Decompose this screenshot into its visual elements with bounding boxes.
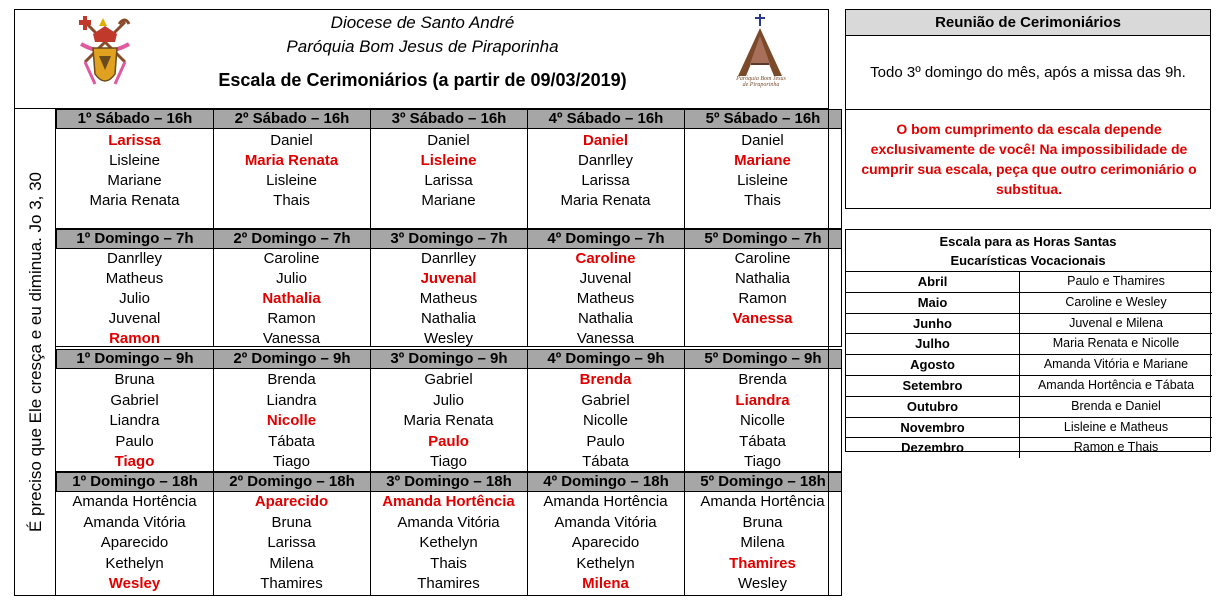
holy-hours-row <box>846 417 1212 438</box>
ceremonialist-name: Amanda Vitória <box>397 513 500 531</box>
ceremonialist-name: Vanessa <box>576 330 635 347</box>
ceremonialist-name: Tiago <box>273 453 310 470</box>
holy-hours-title: Escala para as Horas Santas <box>939 234 1117 249</box>
slot-cell <box>527 249 685 347</box>
slot-header: 2º Domingo – 9h <box>213 349 371 369</box>
holy-hours-row <box>846 313 1212 334</box>
ceremonialist-name: Tábata <box>582 453 629 470</box>
responsible-name: Amanda Hortência <box>382 493 515 510</box>
ceremonialist-name: Milena <box>740 534 785 551</box>
document-header <box>14 9 829 109</box>
slot-cell <box>213 369 371 472</box>
slot-header: 5º Domingo – 18h <box>684 472 842 492</box>
responsible-name: Ramon <box>109 330 160 347</box>
assigned-names: Juvenal e Milena <box>1069 315 1163 330</box>
diocese-name: Diocese de Santo André <box>330 13 515 32</box>
ceremonialist-name: Larissa <box>581 172 630 189</box>
slot-header: 1º Domingo – 7h <box>56 229 214 249</box>
responsible-name: Thamires <box>729 554 796 572</box>
slot-header: 1º Sábado – 16h <box>56 109 214 129</box>
slot-header: 4º Sábado – 16h <box>527 109 685 129</box>
slot-cell <box>684 129 842 229</box>
month-label: Agosto <box>846 355 1020 375</box>
ceremonialist-name: Nathalia <box>420 310 477 327</box>
meeting-title: Reunião de Cerimoniários <box>846 10 1210 36</box>
ceremonialist-name: Bruna <box>271 513 312 531</box>
ceremonialist-name: Danrlley <box>577 152 634 169</box>
slot-cell <box>370 492 528 596</box>
ceremonialist-name: Kethelyn <box>419 534 478 551</box>
assigned-names: Amanda Hortência e Tábata <box>1037 378 1195 392</box>
month-label: Abril <box>846 272 1020 292</box>
responsible-name: Liandra <box>735 391 790 409</box>
slot-header: 2º Sábado – 16h <box>213 109 371 129</box>
slot-cell <box>56 249 214 347</box>
slot-cell <box>213 249 371 347</box>
slot-cell <box>684 492 842 596</box>
slot-header: 4º Domingo – 18h <box>527 472 685 492</box>
holy-hours-table <box>845 229 1211 456</box>
ceremonialist-name: Thamires <box>260 575 323 592</box>
ceremonialist-name: Amanda Vitória <box>83 513 186 531</box>
page-title: Escala de Cerimoniários (a partir de 09/03/2019) <box>218 70 627 90</box>
ceremonialist-name: Wesley <box>424 330 473 347</box>
ceremonialist-name: Nathalia <box>734 270 791 287</box>
ceremonialist-name: Juvenal <box>579 270 632 287</box>
month-label: Junho <box>846 314 1020 334</box>
slot-header: 4º Domingo – 7h <box>527 229 685 249</box>
responsible-name: Maria Renata <box>244 152 339 169</box>
ceremonialist-name: Lisleine <box>737 172 788 189</box>
slot-header: 5º Domingo – 9h <box>684 349 842 369</box>
responsible-name: Vanessa <box>732 310 793 327</box>
ceremonialist-name: Julio <box>276 270 307 287</box>
assigned-names: Ramon e Thais <box>1073 440 1159 455</box>
warning-box <box>845 110 1211 209</box>
slot-header: 3º Sábado – 16h <box>370 109 528 129</box>
ceremonialist-name: Milena <box>269 554 314 572</box>
slot-cell <box>527 492 685 596</box>
assigned-names: Maria Renata e Nicolle <box>1052 336 1180 351</box>
ceremonialist-name: Larissa <box>267 534 316 551</box>
ceremonialist-name: Lisleine <box>266 172 317 189</box>
slot-cell <box>56 369 214 472</box>
ceremonialist-name: Brenda <box>738 371 787 388</box>
ceremonialist-name: Nicolle <box>582 412 628 429</box>
ceremonialist-name: Liandra <box>109 412 160 429</box>
month-label: Dezembro <box>846 438 1020 458</box>
slot-header: 2º Domingo – 7h <box>213 229 371 249</box>
slot-cell <box>370 369 528 472</box>
ceremonialist-name: Nathalia <box>577 310 634 327</box>
month-label: Maio <box>846 293 1020 313</box>
ceremonialist-name: Gabriel <box>110 391 159 409</box>
holy-hours-row <box>846 292 1212 313</box>
ceremonialist-name: Danrlley <box>106 250 163 267</box>
ceremonialist-name: Mariane <box>107 172 162 189</box>
month-label: Outubro <box>846 397 1020 417</box>
slot-cell <box>370 129 528 229</box>
ceremonialist-name: Matheus <box>105 270 164 287</box>
holy-hours-row <box>846 271 1212 292</box>
holy-hours-subtitle: Eucarísticas Vocacionais <box>950 253 1106 268</box>
responsible-name: Brenda <box>579 371 632 388</box>
ceremonialist-name: Daniel <box>741 132 784 149</box>
ceremonialist-name: Tábata <box>268 432 315 450</box>
responsible-name: Aparecido <box>254 493 329 510</box>
ceremonialist-name: Caroline <box>734 250 791 267</box>
ceremonialist-name: Kethelyn <box>576 554 635 572</box>
responsible-name: Milena <box>582 575 629 592</box>
ceremonialist-name: Julio <box>433 391 464 409</box>
parish-logo-caption: Paróquia Bom Jesus de Piraporinha <box>736 76 786 88</box>
slot-cell <box>684 249 842 347</box>
ceremonialist-name: Maria Renata <box>403 412 494 429</box>
ceremonialist-name: Gabriel <box>581 391 630 409</box>
ceremonialist-name: Juvenal <box>108 310 161 327</box>
assigned-names: Amanda Vitória e Mariane <box>1043 357 1189 372</box>
ceremonialist-name: Gabriel <box>424 371 473 388</box>
holy-hours-row <box>846 396 1212 417</box>
meeting-text: Todo 3º domingo do mês, após a missa das 9h. <box>870 64 1186 81</box>
slot-header: 2º Domingo – 18h <box>213 472 371 492</box>
ceremonialist-name: Amanda Vitória <box>554 513 657 531</box>
responsible-name: Nicolle <box>266 412 317 429</box>
ceremonialist-name: Tábata <box>739 432 786 450</box>
ceremonialist-name: Caroline <box>263 250 320 267</box>
ceremonialist-name: Ramon <box>267 310 316 327</box>
ceremonialist-name: Thamires <box>417 575 480 592</box>
ceremonialist-name: Nicolle <box>739 412 785 429</box>
slot-cell <box>527 369 685 472</box>
holy-hours-row <box>846 333 1212 354</box>
responsible-name: Wesley <box>108 575 161 592</box>
responsible-name: Tiago <box>114 453 155 470</box>
ceremonialist-name: Aparecido <box>100 534 169 551</box>
holy-hours-row <box>846 437 1212 458</box>
bible-verse: É preciso que Ele cresça e eu diminua. Jo 3, 30 <box>26 171 45 533</box>
slot-header: 5º Domingo – 7h <box>684 229 842 249</box>
grid-border <box>828 109 829 596</box>
slot-cell <box>56 129 214 229</box>
parish-name: Paróquia Bom Jesus de Piraporinha <box>286 37 559 56</box>
responsible-name: Caroline <box>575 250 636 267</box>
slot-header: 3º Domingo – 18h <box>370 472 528 492</box>
slot-cell <box>56 492 214 596</box>
responsible-name: Juvenal <box>420 270 477 287</box>
ceremonialist-name: Ramon <box>738 290 787 307</box>
ceremonialist-name: Thais <box>430 554 467 572</box>
ceremonialist-name: Amanda Hortência <box>543 493 668 510</box>
slot-header: 3º Domingo – 7h <box>370 229 528 249</box>
ceremonialist-name: Liandra <box>266 391 317 409</box>
slot-cell <box>684 369 842 472</box>
ceremonialist-name: Paulo <box>115 432 154 450</box>
ceremonialist-name: Maria Renata <box>560 192 651 209</box>
ceremonialist-name: Thais <box>273 192 310 209</box>
responsible-name: Nathalia <box>262 290 321 307</box>
slot-header: 4º Domingo – 9h <box>527 349 685 369</box>
ceremonialist-name: Matheus <box>419 290 478 307</box>
holy-hours-row <box>846 375 1212 396</box>
ceremonialist-name: Bruna <box>114 371 155 388</box>
ceremonialist-name: Larissa <box>424 172 473 189</box>
month-label: Setembro <box>846 376 1020 396</box>
assigned-names: Lisleine e Matheus <box>1063 419 1169 434</box>
ceremonialist-name: Paulo <box>586 432 625 450</box>
meeting-box <box>845 9 1211 110</box>
holy-hours-row <box>846 354 1212 375</box>
slot-cell <box>370 249 528 347</box>
responsible-name: Paulo <box>428 432 469 450</box>
assigned-names: Caroline e Wesley <box>1065 294 1167 309</box>
responsible-name: Lisleine <box>420 152 477 169</box>
ceremonialist-name: Amanda Hortência <box>72 493 197 510</box>
ceremonialist-name: Thais <box>744 192 781 209</box>
ceremonialist-name: Daniel <box>427 132 470 149</box>
slot-cell <box>213 129 371 229</box>
slot-header: 5º Sábado – 16h <box>684 109 842 129</box>
responsible-name: Larissa <box>108 132 161 149</box>
verse-sidebar <box>14 109 56 596</box>
ceremonialist-name: Mariane <box>421 192 476 209</box>
slot-cell <box>527 129 685 229</box>
ceremonialist-name: Kethelyn <box>105 554 164 572</box>
ceremonialist-name: Aparecido <box>571 534 640 551</box>
responsible-name: Daniel <box>582 132 628 149</box>
ceremonialist-name: Brenda <box>267 371 316 388</box>
ceremonialist-name: Amanda Hortência <box>700 493 825 510</box>
month-label: Julho <box>846 334 1020 354</box>
warning-text: O bom cumprimento da escala depende exclusivamente de você! Na impossibilidade de cumprir sua escala, peça que outro cerimoniário o substitua. <box>861 121 1197 197</box>
ceremonialist-name: Maria Renata <box>89 192 180 209</box>
responsible-name: Mariane <box>734 152 791 169</box>
slot-cell <box>213 492 371 596</box>
ceremonialist-name: Julio <box>119 290 150 307</box>
assigned-names: Paulo e Thamires <box>1067 274 1165 288</box>
ceremonialist-name: Danrlley <box>420 250 477 267</box>
slot-header: 1º Domingo – 18h <box>56 472 214 492</box>
assigned-names: Brenda e Daniel <box>1071 398 1161 413</box>
ceremonialist-name: Daniel <box>270 132 313 149</box>
ceremonialist-name: Tiago <box>430 453 467 470</box>
ceremonialist-name: Tiago <box>744 453 781 470</box>
slot-header: 1º Domingo – 9h <box>56 349 214 369</box>
ceremonialist-name: Bruna <box>742 513 783 531</box>
slot-header: 3º Domingo – 9h <box>370 349 528 369</box>
ceremonialist-name: Lisleine <box>109 152 160 169</box>
diocese-coat-of-arms-icon <box>75 14 135 92</box>
month-label: Novembro <box>846 418 1020 438</box>
ceremonialist-name: Matheus <box>576 290 635 307</box>
ceremonialist-name: Vanessa <box>262 330 321 347</box>
ceremonialist-name: Wesley <box>738 575 787 592</box>
